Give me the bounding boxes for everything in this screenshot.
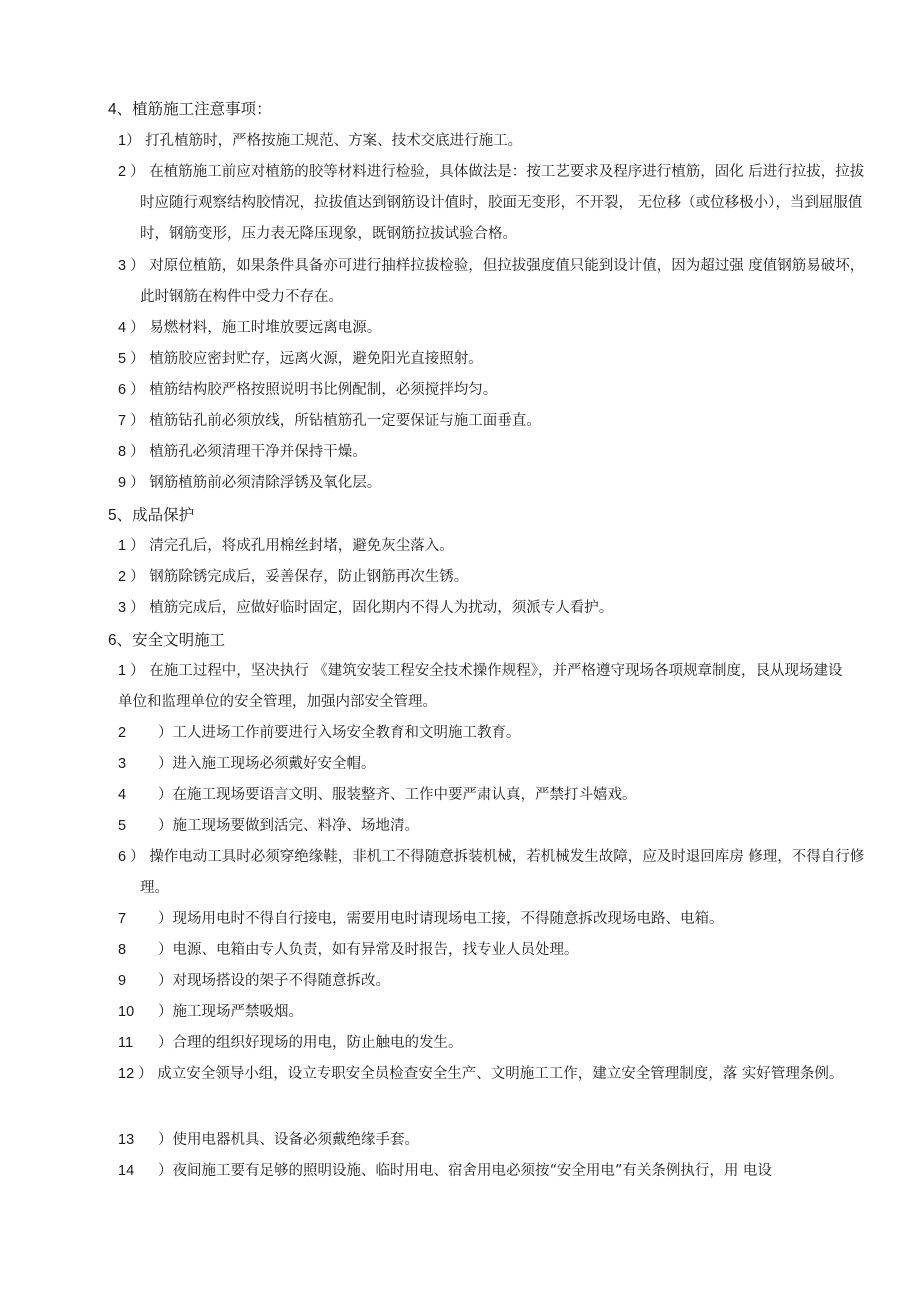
list-item: 4 ）在施工现场要语言文明、服装整齐、工作中要严肃认真，严禁打斗嬉戏。: [118, 787, 637, 803]
list-item: 7 ）现场用电时不得自行接电，需要用电时请现场电工接，不得随意拆改现场电路、电箱。: [118, 911, 724, 927]
list-item: 1） 打孔植筋时，严格按施工规范、方案、技术交底进行施工。: [118, 133, 523, 149]
list-item: 8 ）电源、电箱由专人负责，如有异常及时报告，找专业人员处理。: [118, 942, 579, 958]
list-item: 14 ）夜间施工要有足够的照明设施、临时用电、宿舍用电必须按“安全用电”有关条例执行，用 电设: [118, 1163, 772, 1179]
list-item: 4 ） 易燃材料，施工时堆放要远离电源。: [118, 320, 382, 336]
list-item: 1 ） 在施工过程中，坚决执行 《建筑安装工程安全技术操作规程》，并严格遵守现场各项规章制度，艮从现场建设单位和监理单位的安全管理，加强内部安全管理。: [118, 663, 843, 710]
section-heading-5: 5、成品保护: [108, 506, 195, 524]
list-item: 9 ）对现场搭设的架子不得随意拆改。: [118, 973, 390, 989]
list-item: 9 ） 钢筋植筋前必须清除浮锈及氧化层。: [118, 475, 382, 491]
list-item: 2 ）工人进场工作前要进行入场安全教育和文明施工教育。: [118, 725, 521, 741]
list-item: 10 ）施工现场严禁吸烟。: [118, 1004, 303, 1020]
list-item: 5 ）施工现场要做到活完、料净、场地清。: [118, 818, 419, 834]
list-item: 3 ）进入施工现场必须戴好安全帽。: [118, 756, 376, 772]
list-item: 2 ） 钢筋除锈完成后，妥善保存，防止钢筋再次生锈。: [118, 569, 469, 585]
list-item: 6 ） 操作电动工具时必须穿绝缘鞋，非机工不得随意拆装机械，若机械发生故障，应及时退回库房 修理，不得自行修理。: [118, 849, 865, 896]
list-item: 12 ） 成立安全领导小组，设立专职安全员检查安全生产、文明施工工作，建立安全管理制度，落 实好管理条例。: [118, 1066, 844, 1082]
section-heading-6: 6、安全文明施工: [108, 631, 226, 649]
list-item: 13 ）使用电器机具、设备必须戴绝缘手套。: [118, 1132, 419, 1148]
section-heading-4: 4、植筋施工注意事项：: [108, 100, 272, 118]
list-item: 8 ） 植筋孔必须清理干净并保持干燥。: [118, 444, 367, 460]
list-item: 1 ） 清完孔后，将成孔用棉丝封堵，避免灰尘落入。: [118, 538, 454, 554]
list-item: 3 ） 对原位植筋，如果条件具备亦可进行抽样拉拔检验，但拉拔强度值只能到设计值，因为超过强 度值钢筋易破坏，此时钢筋在构件中受力不存在。: [118, 258, 865, 305]
list-item: 3 ） 植筋完成后，应做好临时固定，固化期内不得人为扰动，须派专人看护。: [118, 600, 614, 616]
list-item: 6 ） 植筋结构胶严格按照说明书比例配制，必须搅拌均匀。: [118, 382, 498, 398]
list-item: 5 ） 植筋胶应密封贮存，远离火源，避免阳光直接照射。: [118, 351, 483, 367]
list-item: 11 ）合理的组织好现场的用电，防止触电的发生。: [118, 1035, 463, 1051]
list-item: 2 ） 在植筋施工前应对植筋的胶等材料进行检验，具体做法是：按工艺要求及程序进行植筋，固化 后进行拉拔，拉拔时应随行观察结构胶情况，拉拔值达到钢筋设计值时，胶面无变形，不开裂， 无位移（或位移极小），当到屈服值时，钢筋变形，压力表无降压现象，既钢筋拉拔试验合格。: [118, 164, 865, 242]
list-item: 7 ） 植筋钻孔前必须放线，所钻植筋孔一定要保证与施工面垂直。: [118, 413, 541, 429]
